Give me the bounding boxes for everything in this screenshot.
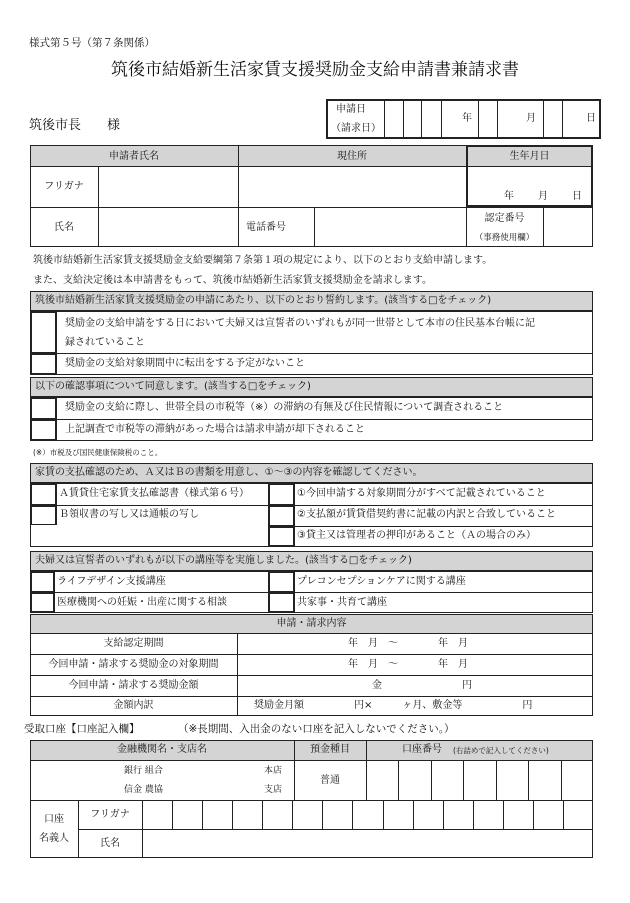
- furigana-cell-divider: [202, 800, 203, 829]
- pledge-item-1-line-1: 奨励金の支給申請をする日において夫婦又は宣誓者のいずれもが同一世帯として本市の住民基本台帳に記: [65, 318, 535, 329]
- furigana-cell-divider: [352, 800, 353, 829]
- holder-name-label: 氏名: [100, 838, 120, 849]
- account-digit-divider: [496, 760, 497, 800]
- claim-header: 申請・請求内容: [276, 618, 347, 629]
- course-header: 夫婦又は宣誓者のいずれもが以下の講座等を実施しました。(該当する□をチェック): [35, 555, 412, 566]
- furigana-cell-divider: [292, 800, 293, 829]
- account-digit-divider: [463, 760, 464, 800]
- consent-item-2: 上記調査で市税等の滞納があった場合は請求申請が却下されること: [65, 424, 365, 435]
- page-title: 筑後市結婚新生活家賃支援奨励金支給申請書兼請求書: [111, 60, 519, 80]
- furigana-cell-divider: [443, 800, 444, 829]
- branch-type-2: 支店: [264, 785, 283, 795]
- holder-furigana-input[interactable]: [143, 801, 592, 828]
- doc-a-checkbox[interactable]: [31, 484, 56, 505]
- tax-note: (※）市税及び国民健康保険税のこと。: [33, 448, 163, 457]
- applicant-name-header: 申請者氏名: [109, 151, 159, 162]
- application-date-input[interactable]: [385, 101, 600, 137]
- confirm-1-label: ①今回申請する対象期間分がすべて記載されていること: [297, 488, 546, 499]
- account-number-input[interactable]: [367, 761, 592, 799]
- pledge-checkbox-1[interactable]: [31, 312, 56, 353]
- account-digit-divider: [561, 760, 562, 800]
- address-header: 現住所: [337, 151, 367, 162]
- birth-date-header: 生年月日: [509, 151, 550, 162]
- date-label: 申請日: [336, 104, 366, 115]
- holder-furigana-label: フリガナ: [90, 809, 130, 820]
- holder-name-input[interactable]: [143, 830, 592, 857]
- consent-checkbox-1[interactable]: [31, 398, 56, 419]
- account-number-header: 口座番号: [402, 744, 442, 755]
- claim-row-2-label: 今回申請・請求する奨励金の対象期間: [48, 659, 219, 670]
- bank-type-2: 信金 農協: [124, 785, 163, 795]
- account-number-note: (右詰めで記入してください): [453, 746, 549, 755]
- date-label-sub: （請求日）: [331, 123, 381, 134]
- furigana-label: フリガナ: [44, 181, 84, 192]
- claim-row-4-label: 金額内訳: [113, 700, 154, 711]
- furigana-cell-divider: [473, 800, 474, 829]
- account-digit-divider: [398, 760, 399, 800]
- furigana-cell-divider: [232, 800, 233, 829]
- date-day-label: 日: [586, 113, 596, 124]
- pledge-header: 筑後市結婚新生活家賃支援奨励金の申請にあたり、以下のとおり誓約します。(該当する□をチェック): [35, 295, 492, 306]
- confirm-3-checkbox[interactable]: [269, 527, 294, 546]
- confirm-2-label: ②支払額が賃貸借契約書に記載の内訳と合致していること: [297, 509, 556, 520]
- deposit-type-value: 普通: [320, 775, 340, 786]
- bank-name-input[interactable]: [31, 761, 293, 799]
- furigana-input[interactable]: [99, 167, 237, 206]
- consent-item-1: 奨励金の支給に際し、世帯全員の市税等（※）の滞納の有無及び住民情報について調査されること: [65, 402, 504, 413]
- furigana-cell-divider: [503, 800, 504, 829]
- consent-checkbox-2[interactable]: [31, 420, 56, 440]
- name-label: 氏名: [54, 222, 74, 233]
- furigana-cell-divider: [563, 800, 564, 829]
- name-input[interactable]: [99, 208, 237, 246]
- bank-header: 金融機関名・支店名: [117, 744, 207, 755]
- account-digit-divider: [431, 760, 432, 800]
- phone-label: 電話番号: [246, 222, 286, 233]
- course-1-checkbox[interactable]: [31, 572, 54, 592]
- intro-line-1: 筑後市結婚新生活家賃支援奨励金支給要綱第７条第１項の規定により、以下のとおり支給申請します。: [33, 255, 493, 266]
- intro-line-2: また、支給決定後は本申請書をもって、筑後市結婚新生活家賃支援奨励金を請求します。: [33, 275, 432, 286]
- claim-row-4-value[interactable]: 奨励金月額 円× ヶ月、敷金等 円: [254, 700, 533, 711]
- account-digit-divider: [528, 760, 529, 800]
- claim-row-3-label: 今回申請・請求する奨励金額: [68, 680, 199, 691]
- phone-input[interactable]: [315, 208, 465, 246]
- deposit-type-header: 預金種目: [310, 744, 350, 755]
- cert-number-label: 認定番号: [484, 213, 525, 224]
- furigana-cell-divider: [533, 800, 534, 829]
- pledge-item-1-line-2: 録されていること: [65, 337, 145, 348]
- furigana-cell-divider: [413, 800, 414, 829]
- payment-header: 家賃の支払確認のため、Ａ又はＢの書類を用意し、①～③の内容を確認してください。: [35, 467, 423, 478]
- claim-row-3-value[interactable]: 金 円: [372, 680, 472, 691]
- pledge-checkbox-2[interactable]: [31, 354, 56, 374]
- bank-type-1: 銀行 組合: [124, 766, 163, 776]
- date-year-label: 年: [462, 113, 472, 124]
- cert-office-use-label: （事務使用欄）: [474, 233, 535, 243]
- furigana-cell-divider: [383, 800, 384, 829]
- address-input[interactable]: [239, 167, 465, 206]
- furigana-cell-divider: [172, 800, 173, 829]
- course-3-label: 医療機関への妊娠・出産に関する相談: [57, 597, 227, 608]
- doc-a-label: Ａ賃貸住宅家賃支払確認書（様式第６号）: [59, 488, 249, 499]
- course-2-label: プレコンセプションケアに関する講座: [297, 576, 466, 587]
- claim-row-2-value[interactable]: 年 月 ～ 年 月: [348, 659, 468, 670]
- course-4-label: 共家事・共育て講座: [297, 597, 387, 608]
- birth-year-label: 年: [504, 191, 514, 202]
- confirm-1-checkbox[interactable]: [269, 484, 294, 505]
- claim-row-1-value[interactable]: 年 月 ～ 年 月: [348, 638, 468, 649]
- birth-month-label: 月: [538, 191, 548, 202]
- course-1-label: ライフデザイン支援講座: [57, 576, 166, 587]
- branch-type-1: 本店: [264, 766, 283, 776]
- addressee: 筑後市長 様: [29, 118, 121, 133]
- pledge-item-2: 奨励金の支給対象期間中に転出をする予定がないこと: [65, 358, 305, 369]
- confirm-3-label: ③貸主又は管理者の押印があること（Ａの場合のみ）: [297, 530, 536, 541]
- claim-row-1-label: 支給認定期間: [103, 638, 164, 649]
- form-number: 様式第５号（第７条関係）: [29, 37, 155, 49]
- consent-header: 以下の確認事項について同意します。(該当する□をチェック): [35, 381, 311, 392]
- course-3-checkbox[interactable]: [31, 593, 54, 612]
- course-2-checkbox[interactable]: [269, 572, 294, 592]
- doc-b-checkbox[interactable]: [31, 506, 56, 525]
- account-note: （※長期間、入出金のない口座を記入しないでください。）: [178, 723, 455, 735]
- holder-label-2: 名義人: [39, 833, 69, 844]
- confirm-2-checkbox[interactable]: [269, 506, 294, 526]
- date-month-label: 月: [526, 113, 536, 124]
- birth-date-input[interactable]: [468, 167, 591, 205]
- furigana-cell-divider: [262, 800, 263, 829]
- course-4-checkbox[interactable]: [269, 593, 294, 612]
- account-title: 受取口座【口座記入欄】: [24, 723, 140, 735]
- doc-b-label: Ｂ領収書の写し又は通帳の写し: [59, 509, 199, 520]
- holder-label-1: 口座: [44, 814, 64, 825]
- birth-day-label: 日: [572, 191, 582, 202]
- furigana-cell-divider: [322, 800, 323, 829]
